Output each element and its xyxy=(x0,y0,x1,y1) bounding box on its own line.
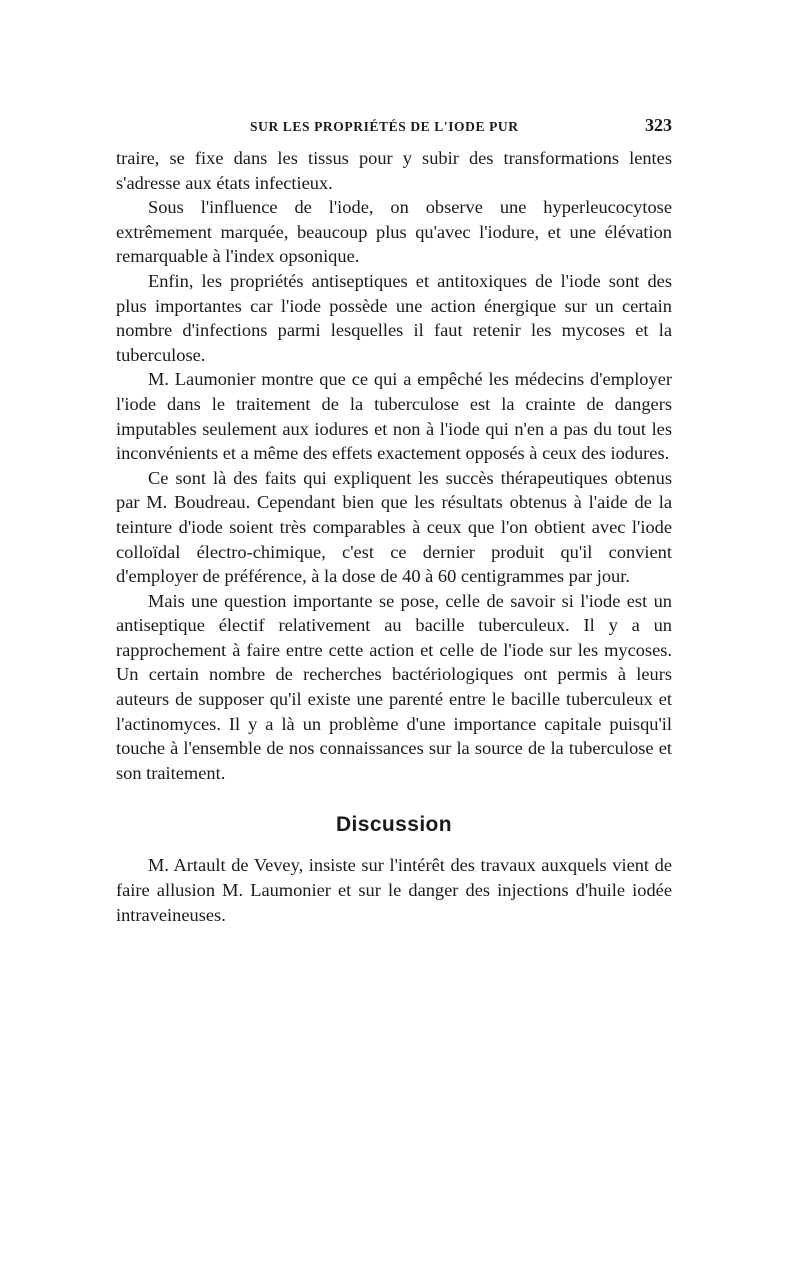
running-title: SUR LES PROPRIÉTÉS DE L'IODE PUR xyxy=(250,119,519,134)
paragraph-continued: traire, se fixe dans les tissus pour y subir des transformations lentes s'adresse aux états infectieux. xyxy=(116,148,672,193)
paragraph-discussion: M. Artault de Vevey, insiste sur l'intérêt des travaux auxquels vient de faire allusion M. Laumonier et sur le danger des injections d'huile iodée intraveineuses. xyxy=(116,855,672,925)
running-header xyxy=(116,112,672,146)
paragraph-influence: Sous l'influence de l'iode, on observe une hyperleucocytose extrêmement marquée, beaucoup plus qu'avec l'iodure, et une élévation remarquable à l'index opsonique. xyxy=(116,197,672,267)
paragraph-therapeutic-success: Ce sont là des faits qui expliquent les succès thérapeutiques obtenus par M. Boudreau. Cependant bien que les résultats obtenus à l'aide de la teinture d'iode soient très comparables à ceux que l'on obtient avec l'iode colloïdal électro-chimique, c'est ce dernier produit qu'il convient d'employer de préférence, à la dose de 40 à 60 centigrammes par jour. xyxy=(116,467,672,587)
paragraph-question: Mais une question importante se pose, celle de savoir si l'iode est un antiseptique électif relativement au bacille tuberculeux. Il y a un rapprochement à faire entre cette action et celle de l'iode sur les mycoses. Un certain nombre de recherches bactériologiques ont permis à leurs auteurs de supposer qu'il existe une parenté entre le bacille tuberculeux et l'actinomyces. Il y a là un problème d'une importance capitale puisqu'il touche à l'ensemble de nos connaissances sur la source de la tuberculose et son traitement. xyxy=(116,590,672,783)
page-number: 323 xyxy=(645,115,672,135)
body-text xyxy=(116,146,672,785)
discussion-heading: Discussion xyxy=(335,813,453,837)
paragraph-antiseptic-properties: Enfin, les propriétés antiseptiques et antitoxiques de l'iode sont des plus importantes car l'iode possède une action énergique sur un certain nombre d'infections parmi lesquelles il faut retenir les mycoses et la tuberculose. xyxy=(116,270,672,365)
book-page xyxy=(116,112,672,927)
paragraph-laumonier: M. Laumonier montre que ce qui a empêché les médecins d'employer l'iode dans le traitement de la tuberculose est la crainte de dangers imputables seulement aux iodures et non à l'iode qui n'en a pas du tout les inconvénients et a même des effets exactement opposés à ceux des iodures. xyxy=(116,369,672,464)
